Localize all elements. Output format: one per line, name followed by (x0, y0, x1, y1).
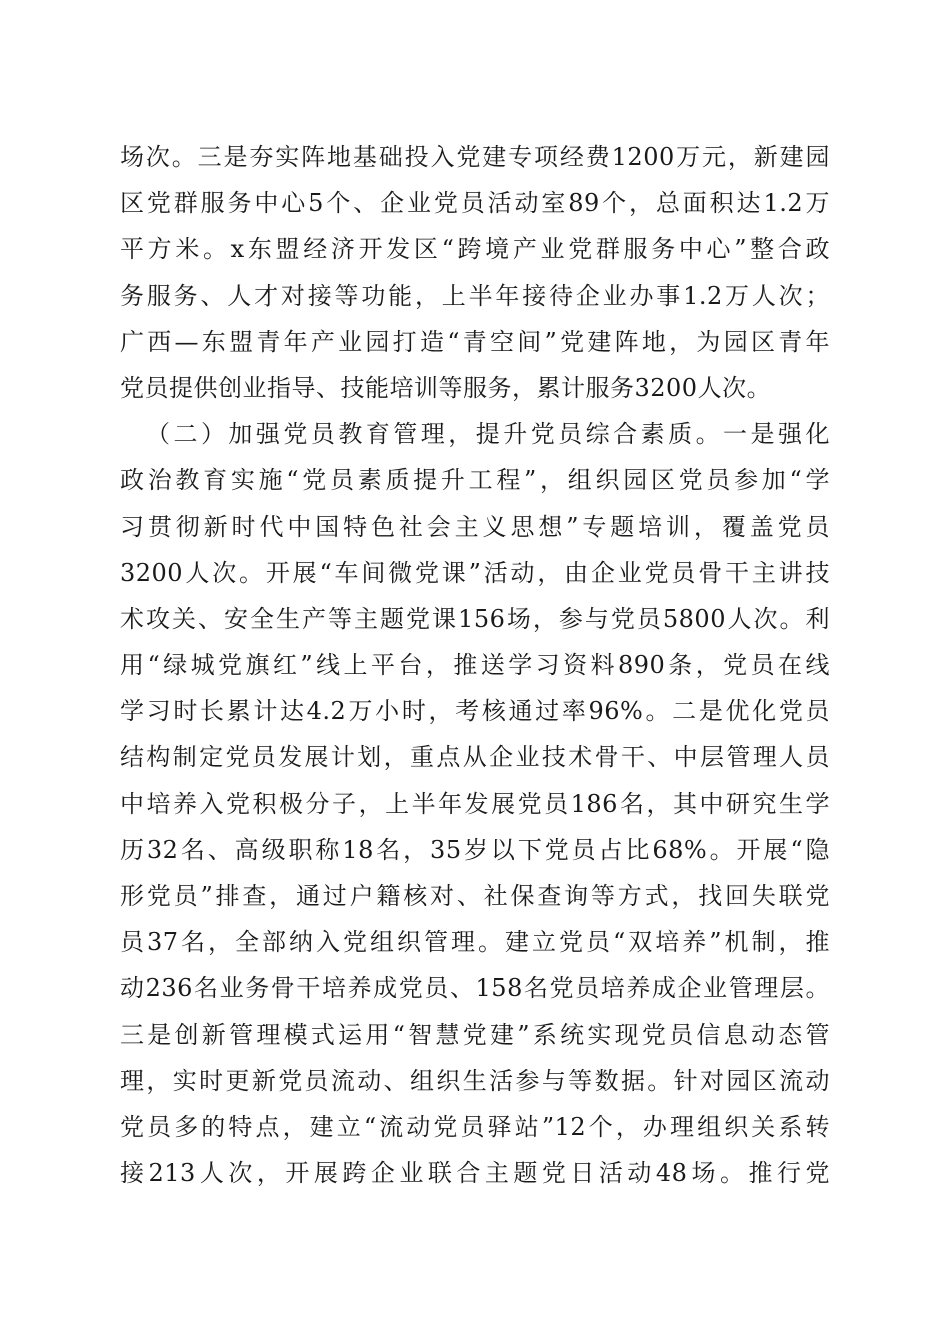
text-line: 学习时长累计达4.2万小时，考核通过率96%。二是优化党员 (120, 697, 830, 726)
text-line: 理，实时更新党员流动、组织生活参与等数据。针对园区流动 (120, 1066, 830, 1095)
text-line: 用“绿城党旗红”线上平台，推送学习资料890条，党员在线 (120, 651, 830, 680)
text-line: 党员多的特点，建立“流动党员驿站”12个，办理组织关系转 (120, 1112, 830, 1141)
text-line: 场次。三是夯实阵地基础投入党建专项经费1200万元，新建园 (120, 143, 830, 171)
text-line: 中培养入党积极分子，上半年发展党员186名，其中研究生学 (120, 789, 830, 818)
text-line: 术攻关、安全生产等主题党课156场，参与党员5800人次。利 (120, 604, 830, 633)
text-line: 三是创新管理模式运用“智慧党建”系统实现党员信息动态管 (120, 1020, 830, 1049)
text-line: 结构制定党员发展计划，重点从企业技术骨干、中层管理人员 (120, 743, 830, 772)
text-line: 区党群服务中心5个、企业党员活动室89个，总面积达1.2万 (120, 189, 830, 218)
text-line: 党员提供创业指导、技能培训等服务，累计服务3200人次。 (120, 373, 772, 402)
body-text (120, 134, 830, 1196)
text-line: 历32名、高级职称18名，35岁以下党员占比68%。开展“隐 (120, 835, 830, 864)
text-line: 务服务、人才对接等功能，上半年接待企业办事1.2万人次； (120, 281, 830, 310)
text-line: 形党员”排查，通过户籍核对、社保查询等方式，找回失联党 (120, 882, 830, 910)
section-heading-line: （二）加强党员教育管理，提升党员综合素质。一是强化 (146, 420, 830, 449)
text-line: 3200人次。开展“车间微党课”活动，由企业党员骨干主讲技 (120, 558, 830, 587)
text-line: 广西—东盟青年产业园打造“青空间”党建阵地，为园区青年 (120, 327, 830, 356)
text-line: 习贯彻新时代中国特色社会主义思想”专题培训，覆盖党员 (120, 512, 830, 541)
text-line: 员37名，全部纳入党组织管理。建立党员“双培养”机制，推 (120, 928, 830, 957)
text-line: 接213人次，开展跨企业联合主题党日活动48场。推行党 (120, 1159, 830, 1188)
text-line: 平方米。x东盟经济开发区“跨境产业党群服务中心”整合政 (120, 235, 830, 264)
text-line: 动236名业务骨干培养成党员、158名党员培养成企业管理层。 (120, 974, 830, 1003)
text-line: 政治教育实施“党员素质提升工程”，组织园区党员参加“学 (120, 466, 830, 495)
